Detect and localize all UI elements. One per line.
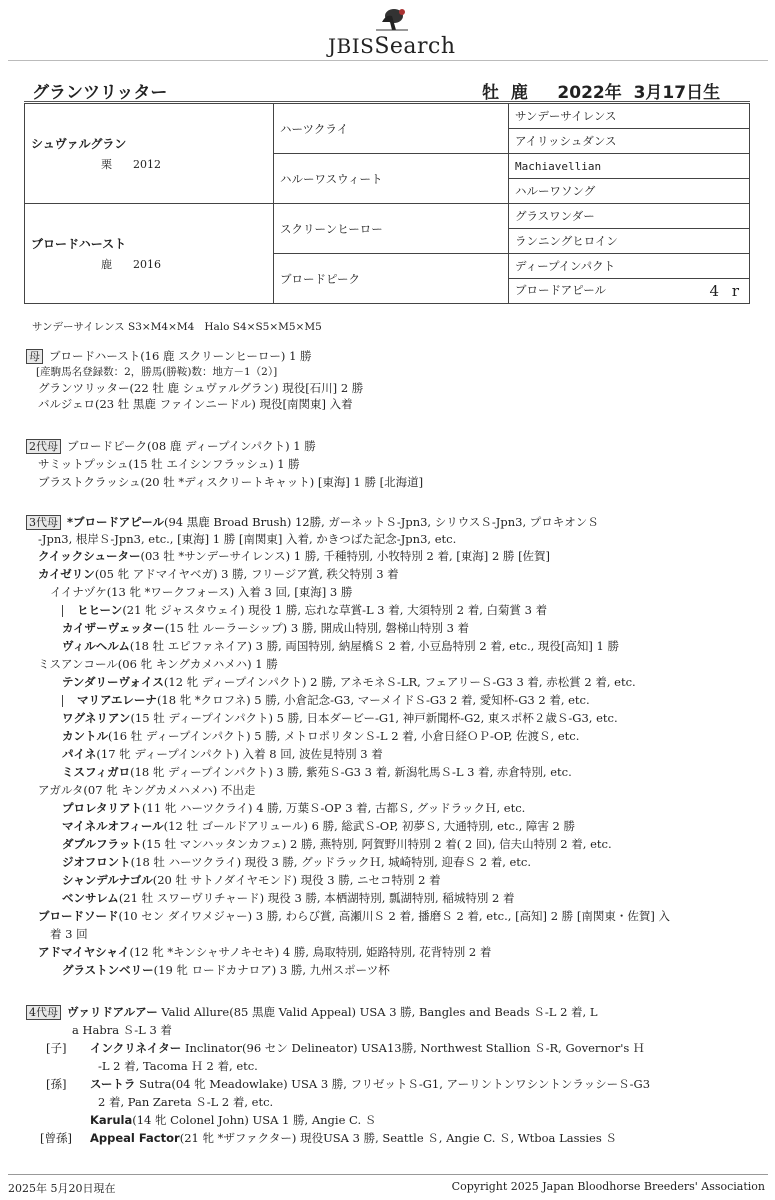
dam-cell bbox=[25, 204, 274, 304]
family-line: 着 3 回 bbox=[50, 927, 88, 941]
family-line: -Jpn3, 根岸Ｓ-Jpn3, etc., [東海] 1 勝 [南関東] 入着, かきつばた記念-Jpn3, etc. bbox=[38, 532, 457, 546]
copyright: Copyright 2025 Japan Bloodhorse Breeders' Association bbox=[451, 1180, 765, 1193]
family-line: カントル(16 牡 ディープインパクト) 5 勝, メトロポリタンＳ-L 2 着, 小倉日経ＯＰ-OP, 佐渡Ｓ, etc. bbox=[62, 729, 580, 743]
gen3-cell[interactable]: Machiavellian bbox=[509, 154, 750, 179]
gen2-label: 2代母 bbox=[26, 439, 61, 454]
sire-cell bbox=[25, 104, 274, 204]
horse-name: グランツリッター bbox=[32, 83, 168, 103]
gen3-label: 3代母 bbox=[26, 515, 61, 530]
family-line: カイザーヴェッター(15 牡 ルーラーシップ) 3 勝, 開成山特別, 磐梯山特別 3 着 bbox=[62, 621, 470, 635]
gen2-cell[interactable]: スクリーンヒーロー bbox=[274, 204, 509, 254]
family-line: アドマイヤシャイ(12 牝 *キンシャサノキセキ) 4 勝, 鳥取特別, 姫路特別, 花背特別 2 着 bbox=[38, 945, 492, 959]
family-line: プロレタリアト(11 牝 ハーツクライ) 4 勝, 万葉Ｓ-OP 3 着, 古都Ｓ, グッドラックＨ, etc. bbox=[62, 801, 526, 815]
family-line: ブラストクラッシュ(20 牡 *ディスクリートキャット) [東海] 1 勝 [北海道] bbox=[38, 475, 424, 489]
footer-divider bbox=[8, 1174, 768, 1175]
family-line: ベンサレム(21 牡 スワーヴリチャード) 現役 3 勝, 本栖湖特別, 瓢湖特別, 稲城特別 2 着 bbox=[62, 891, 515, 905]
family-line: [曾孫] Appeal Factor(21 牝 *ザファクター) 現役USA 3 勝, Seattle Ｓ, Angie C. Ｓ, Wtboa Lassies Ｓ bbox=[40, 1131, 617, 1145]
horse-info: 牡 鹿 2022年 3月17日生 bbox=[482, 83, 721, 103]
family-line: ダブルフラット(15 牡 マンハッタンカフェ) 2 勝, 燕特別, 阿賀野川特別 2 着( 2 回), 信夫山特別 2 着, etc. bbox=[62, 837, 612, 851]
family-line: [産駒馬名登録数：2，勝馬(勝鞍)数：地方－1（2）] bbox=[36, 366, 278, 378]
family-line: ブロードソード(10 セン ダイワメジャー) 3 勝, わらび賞, 高瀬川Ｓ 2 着, 播磨Ｓ 2 着, etc., [高知] 2 勝 [南関東・佐賀] 入 bbox=[38, 909, 670, 923]
family-line: テンダリーヴォイス(12 牝 ディープインパクト) 2 勝, アネモネＳ-LR, フェアリーＳ-G3 3 着, 赤松賞 2 着, etc. bbox=[62, 675, 636, 689]
family-line: -L 2 着, Tacoma Ｈ 2 着, etc. bbox=[98, 1059, 258, 1073]
family-line: 4代母 ヴァリドアルアー Valid Allure(85 黒鹿 Valid Appeal) USA 3 勝, Bangles and Beads Ｓ-L 2 着, L bbox=[26, 1004, 598, 1020]
gen3-name[interactable]: ブロードアピール bbox=[515, 283, 606, 297]
jbis-search-logo[interactable] bbox=[320, 8, 470, 59]
family-line: 3代母 *ブロードアピール(94 黒鹿 Broad Brush) 12勝, ガーネットＳ-Jpn3, シリウスＳ-Jpn3, プロキオンＳ bbox=[26, 514, 599, 530]
family-line: ミスフィガロ(18 牝 ディープインパクト) 3 勝, 紫苑Ｓ-G3 3 着, 新潟牝馬Ｓ-L 3 着, 赤倉特別, etc. bbox=[62, 765, 572, 779]
family-line: グラストンベリー(19 牝 ロードカナロア) 3 勝, 九州スポーツ杯 bbox=[62, 963, 390, 977]
family-line: アガルタ(07 牝 キングカメハメハ) 不出走 bbox=[38, 783, 256, 797]
gen3-cell[interactable]: グラスワンダー bbox=[509, 204, 750, 229]
family-line: クイックシューター(03 牡 *サンデーサイレンス) 1 勝, 千種特別, 小牧特別 2 着, [東海] 2 勝 [佐賀] bbox=[38, 549, 551, 563]
title-underline bbox=[24, 101, 750, 102]
inbreeding-note: サンデーサイレンス S3×M4×M4 Halo S4×S5×M5×M5 bbox=[32, 321, 322, 333]
pedigree-table bbox=[24, 103, 750, 304]
family-line: ジオフロント(18 牡 ハーツクライ) 現役 3 勝, グッドラックＨ, 城崎特別, 迎春Ｓ 2 着, etc. bbox=[62, 855, 532, 869]
family-line: Karula(14 牝 Colonel John) USA 1 勝, Angie C. Ｓ bbox=[90, 1113, 377, 1127]
family-line: 2 着, Pan Zareta Ｓ-L 2 着, etc. bbox=[98, 1095, 274, 1109]
dam-name[interactable]: ブロードハースト bbox=[31, 237, 127, 251]
family-line: ヒヒーン(21 牝 ジャスタウェイ) 現役 1 勝, 忘れな草賞-L 3 着, 大須特別 2 着, 白菊賞 3 着 bbox=[62, 602, 547, 618]
family-line: マリアエレーナ(18 牝 *クロフネ) 5 勝, 小倉記念-G3, マーメイドＳ-G3 2 着, 愛知杯-G3 2 着, etc. bbox=[62, 692, 590, 708]
family-line: シャンデルナゴル(20 牡 サトノダイヤモンド) 現役 3 勝, ニセコ特別 2 着 bbox=[62, 873, 441, 887]
gen2-cell[interactable]: ハーツクライ bbox=[274, 104, 509, 154]
family-line: カイゼリン(05 牝 アドマイヤベガ) 3 勝, フリージア賞, 秩父特別 3 着 bbox=[38, 567, 399, 581]
family-line: イイナヅケ(13 牝 *ワークフォース) 入着 3 回, [東海] 3 勝 bbox=[50, 585, 353, 599]
gen2-cell[interactable]: ハルーワスウィート bbox=[274, 154, 509, 204]
header-divider bbox=[8, 60, 768, 61]
as-of-date: 2025年 5月20日現在 bbox=[8, 1182, 116, 1195]
sire-detail: 栗 2012 bbox=[101, 158, 161, 171]
gen3-cell[interactable]: ディープインパクト bbox=[509, 254, 750, 279]
family-line: バルジェロ(23 牡 黒鹿 ファインニードル) 現役[南関東] 入着 bbox=[38, 397, 353, 411]
gen3-cell[interactable]: サンデーサイレンス bbox=[509, 104, 750, 129]
rating: 4 r bbox=[709, 282, 743, 300]
dam-detail: 鹿 2016 bbox=[101, 258, 161, 271]
family-line: ワグネリアン(15 牡 ディープインパクト) 5 勝, 日本ダービー-G1, 神戸新聞杯-G2, 東スポ杯２歳Ｓ-G3, etc. bbox=[62, 711, 618, 725]
gen3-cell[interactable]: アイリッシュダンス bbox=[509, 129, 750, 154]
family-line: サミットプッシュ(15 牡 エイシンフラッシュ) 1 勝 bbox=[38, 457, 300, 471]
gen2-cell[interactable]: ブロードピーク bbox=[274, 254, 509, 304]
family-line: ヴィルヘルム(18 牡 エピファネイア) 3 勝, 両国特別, 納屋橋Ｓ 2 着, 小豆島特別 2 着, etc., 現役[高知] 1 勝 bbox=[62, 639, 620, 653]
family-line: グランツリッター(22 牡 鹿 シュヴァルグラン) 現役[石川] 2 勝 bbox=[38, 381, 364, 395]
family-line: ミスアンコール(06 牝 キングカメハメハ) 1 勝 bbox=[38, 657, 278, 671]
dam-label: 母 bbox=[26, 349, 43, 364]
logo-text: JBISSearch bbox=[328, 34, 456, 59]
horse-rider-icon bbox=[372, 8, 412, 34]
sire-name[interactable]: シュヴァルグラン bbox=[31, 137, 127, 151]
family-line: パイネ(17 牝 ディープインパクト) 入着 8 回, 波佐見特別 3 着 bbox=[62, 747, 383, 761]
gen3-cell[interactable]: ランニングヒロイン bbox=[509, 229, 750, 254]
gen3-cell[interactable]: ハルーワソング bbox=[509, 179, 750, 204]
family-line: [孫] スートラ Sutra(04 牝 Meadowlake) USA 3 勝, フリゼットＳ-G1, アーリントンワシントンラッシーＳ-G3 bbox=[46, 1077, 651, 1091]
family-line: [子] インクリネイター Inclinator(96 セン Delineator) USA13勝, Northwest Stallion Ｓ-R, Governor's Ｈ bbox=[46, 1041, 645, 1055]
gen3-cell[interactable] bbox=[509, 279, 750, 304]
gen4-label: 4代母 bbox=[26, 1005, 61, 1020]
family-line: 2代母 ブロードピーク(08 鹿 ディープインパクト) 1 勝 bbox=[26, 438, 316, 454]
family-line: 母 ブロードハースト(16 鹿 スクリーンヒーロー) 1 勝 bbox=[26, 348, 312, 364]
family-line: a Habra Ｓ-L 3 着 bbox=[72, 1023, 172, 1037]
family-line: マイネルオフィール(12 牡 ゴールドアリュール) 6 勝, 総武Ｓ-OP, 初夢Ｓ, 大通特別, etc., 障害 2 勝 bbox=[62, 819, 576, 833]
